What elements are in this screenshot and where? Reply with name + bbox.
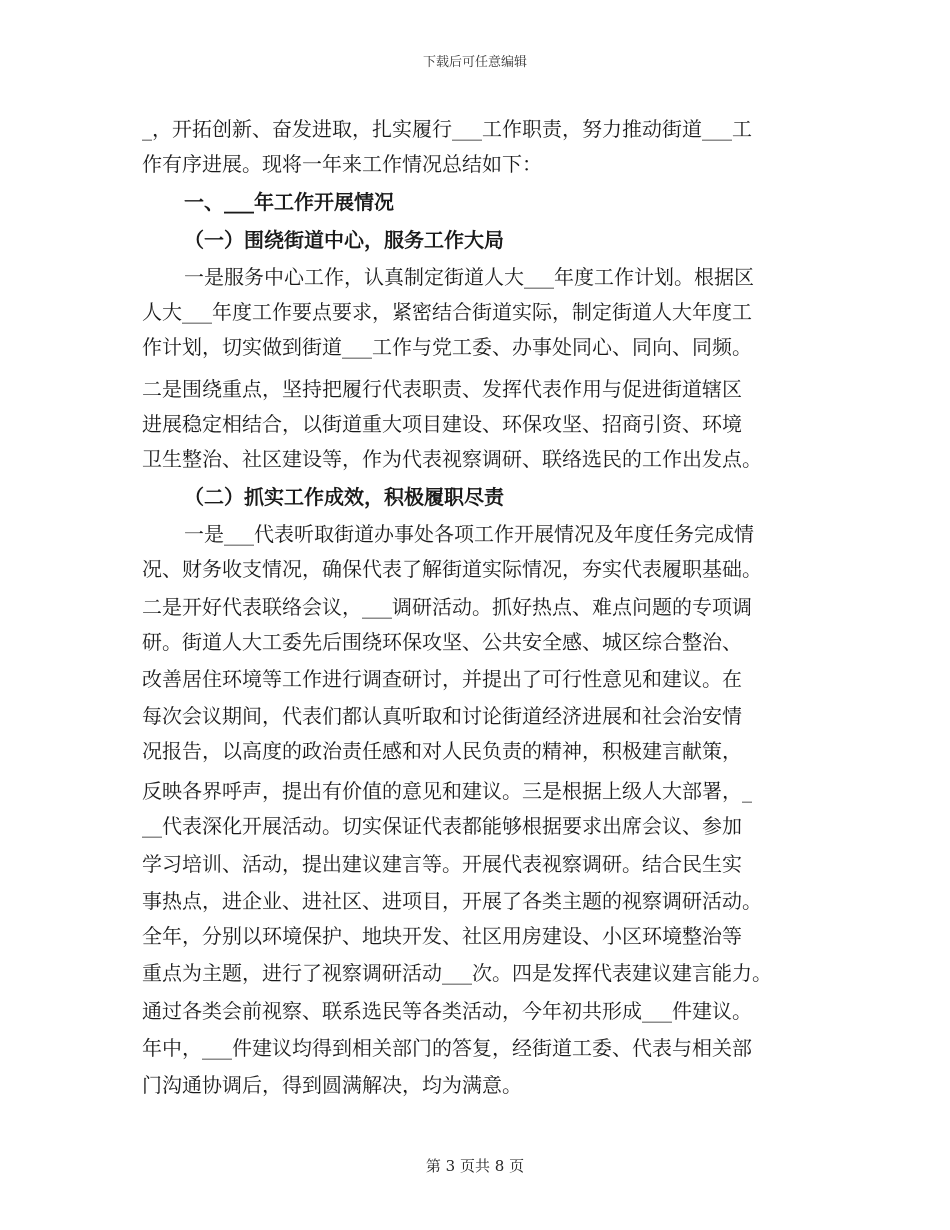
body-line: 学习培训、活动，提出建议建言等。开展代表视察调研。结合民生实 [142,852,742,876]
body-line: 事热点，进企业、进社区、进项目，开展了各类主题的视察调研活动。 [142,889,762,913]
body-line: 研。街道人大工委先后围绕环保攻坚、公共安全感、城区综合整治、 [142,630,742,654]
body-line: 况报告，以高度的政治责任感和对人民负责的精神，积极建言献策， [142,739,742,763]
body-line: 卫生整治、社区建设等，作为代表视察调研、联络选民的工作出发点。 [142,447,762,471]
body-line: 一是服务中心工作，认真制定街道人大___年度工作计划。根据区 [184,265,754,289]
body-line: 改善居住环境等工作进行调查研讨，并提出了可行性意见和建议。在 [142,667,742,691]
section-heading: 一、___年工作开展情况 [184,190,394,214]
body-line: 二是开好代表联络会议，___调研活动。抓好热点、难点问题的专项调 [142,595,752,619]
subsection-heading: （一）围绕街道中心，服务工作大局 [184,228,504,252]
page-header: 下载后可任意编辑 [422,55,527,70]
body-line: _，开拓创新、奋发进取，扎实履行___工作职责，努力推动街道___工 [142,117,752,141]
body-line: 通过各类会前视察、联系选民等各类活动，今年初共形成___件建议。 [142,999,752,1023]
body-line: 门沟通协调后，得到圆满解决，均为满意。 [142,1073,522,1097]
body-line: 人大___年度工作要点要求，紧密结合街道实际，制定街道人大年度工 [142,300,752,324]
body-line: 进展稳定相结合，以街道重大项目建设、环保攻坚、招商引资、环境 [142,412,742,436]
body-line: 重点为主题，进行了视察调研活动___次。四是发挥代表建议建言能力。 [142,961,772,985]
body-line: 反映各界呼声，提出有价值的意见和建议。三是根据上级人大部署，_ [142,779,752,803]
body-line: 每次会议期间，代表们都认真听取和讨论街道经济进展和社会治安情 [142,704,742,728]
body-line: 作有序进展。现将一年来工作情况总结如下： [142,152,542,176]
body-line: 全年，分别以环境保护、地块开发、社区用房建设、小区环境整治等 [142,924,742,948]
subsection-heading: （二）抓实工作成效，积极履职尽责 [184,485,504,509]
body-line: __代表深化开展活动。切实保证代表都能够根据要求出席会议、参加 [142,814,742,838]
body-line: 二是围绕重点，坚持把履行代表职责、发挥代表作用与促进街道辖区 [142,377,742,401]
body-line: 况、财务收支情况，确保代表了解街道实际情况，夯实代表履职基础。 [142,557,762,581]
body-line: 一是___代表听取街道办事处各项工作开展情况及年度任务完成情 [184,522,754,546]
body-line: 作计划，切实做到街道___工作与党工委、办事处同心、同向、同频。 [142,335,752,359]
body-line: 年中，___件建议均得到相关部门的答复，经街道工委、代表与相关部 [142,1036,752,1060]
page-footer: 第 3 页共 8 页 [425,1157,525,1175]
